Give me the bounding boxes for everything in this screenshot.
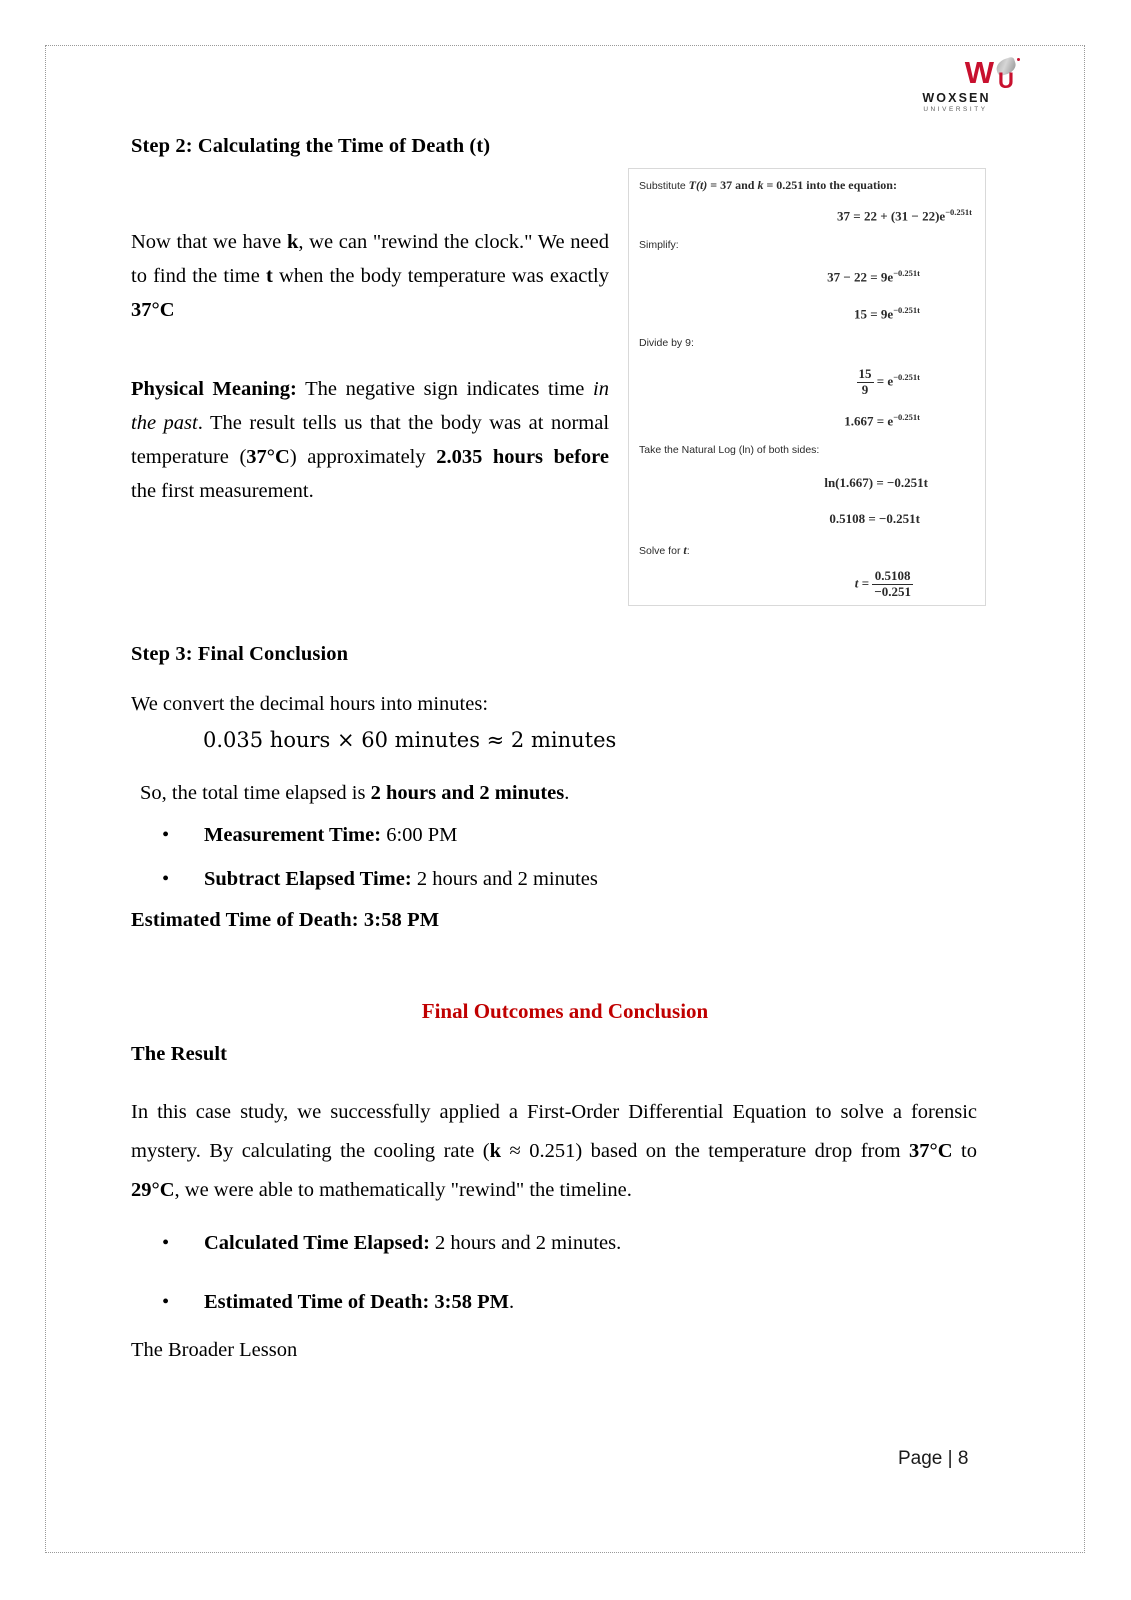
equation-4-rhs: = e — [876, 373, 894, 389]
equation-8-lhs: t = — [854, 575, 870, 591]
math-label-divide-by-9: Divide by 9: — [639, 337, 694, 349]
logo-letter-w-icon: W — [964, 55, 993, 90]
math-label-solve-for-t — [639, 543, 690, 558]
list-item-value: 2 hours and 2 minutes — [411, 868, 598, 890]
text-segment: ≈ 0.251) based on the temperature drop from — [501, 1140, 910, 1162]
woxsen-university-logo — [913, 55, 1018, 113]
heading-step-3: Step 3: Final Conclusion — [131, 643, 349, 665]
list-item-text — [204, 1228, 621, 1258]
text-segment: Solve for — [639, 545, 684, 557]
equation-5-exponent: −0.251t — [893, 412, 920, 422]
list-item — [162, 1228, 621, 1258]
equation-1-exponent: −0.251t — [945, 207, 972, 217]
paragraph-total-time-elapsed — [140, 776, 920, 810]
list-item-text — [204, 1287, 514, 1317]
logo-mark — [913, 55, 1018, 93]
subheading-the-result: The Result — [131, 1043, 228, 1065]
equation-5-body: 1.667 = e — [844, 413, 894, 429]
heading-step-2: Step 2: Calculating the Time of Death (t) — [131, 135, 491, 157]
paragraph-rewind-the-clock — [131, 225, 609, 327]
math-label-simplify: Simplify: — [639, 239, 679, 251]
bold-k: k — [286, 231, 299, 253]
paragraph-physical-meaning — [131, 372, 609, 508]
text-segment: . — [564, 782, 570, 804]
math-var-k: k — [757, 178, 764, 192]
math-label-natural-log: Take the Natural Log (ln) of both sides: — [639, 444, 820, 456]
text-segment: = 37 and — [707, 178, 758, 192]
bullet-dot-icon: • — [162, 1232, 170, 1254]
list-item — [162, 1287, 514, 1317]
bold-k: k — [489, 1140, 502, 1162]
text-segment: to — [952, 1140, 977, 1162]
bold-temp-37c: 37°C — [909, 1140, 953, 1162]
registered-dot-icon — [1017, 58, 1020, 61]
fraction-t-result — [872, 569, 913, 600]
estimated-time-of-death-line: Estimated Time of Death: 3:58 PM — [131, 909, 440, 931]
equation-4 — [857, 367, 921, 398]
list-item-label: Measurement Time: — [204, 824, 382, 846]
bold-2-hours-2-minutes: 2 hours and 2 minutes — [370, 782, 565, 804]
fraction-15-over-9 — [857, 367, 874, 398]
bold-temp-29c: 29°C — [131, 1179, 175, 1201]
equation-1-body: 37 = 22 + (31 − 22)e — [837, 208, 946, 224]
text-segment: : — [686, 545, 690, 557]
italic-in-the-past: in the past — [131, 378, 609, 434]
bold-physical-meaning-label: Physical Meaning: — [131, 378, 297, 400]
bullet-dot-icon: • — [162, 824, 170, 846]
fraction-denominator: 9 — [857, 382, 874, 398]
fraction-denominator: −0.251 — [874, 583, 911, 599]
equation-3 — [854, 305, 920, 322]
logo-letter-u-icon: U — [998, 68, 1014, 93]
equation-3-exponent: −0.251t — [893, 305, 920, 315]
equation-7: 0.5108 = −0.251t — [829, 511, 920, 526]
text-segment: the first measurement. — [131, 480, 314, 502]
bullet-dot-icon: • — [162, 1291, 170, 1313]
text-segment: . The result tells us that the body was at normal temperature ( — [131, 412, 610, 468]
display-equation-minutes: 0.035 hours × 60 minutes ≈ 2 minutes — [203, 728, 617, 752]
math-label-substitute — [639, 178, 897, 193]
bullet-dot-icon: • — [162, 868, 170, 890]
text-segment: Substitute — [639, 180, 689, 192]
logo-subtitle: UNIVERSITY — [923, 106, 988, 113]
list-item — [162, 820, 457, 850]
text-segment: when the body temperature was exactly — [272, 265, 610, 287]
equation-8 — [855, 569, 913, 600]
heading-final-outcomes: Final Outcomes and Conclusion — [421, 999, 709, 1023]
text-segment: Now that we have — [131, 231, 287, 253]
paragraph-case-study-summary — [131, 1093, 977, 1210]
list-item-label: Estimated Time of Death: 3:58 PM — [204, 1291, 509, 1313]
math-derivation-box — [628, 168, 986, 606]
list-item-value: . — [509, 1291, 515, 1313]
text-segment: The negative sign indicates time — [296, 378, 594, 400]
equation-2 — [827, 268, 920, 285]
list-item — [162, 864, 598, 894]
list-item-value: 2 hours and 2 minutes. — [429, 1232, 622, 1254]
equation-1 — [837, 207, 972, 224]
bold-temp-37c: 37°C — [246, 446, 290, 468]
equation-5 — [844, 412, 920, 429]
bold-temp-37c: 37°C — [131, 299, 175, 321]
text-segment: , we can "rewind the clock." We need to find the time — [131, 231, 609, 287]
footer-page-number: Page | 8 — [898, 1448, 969, 1469]
equation-2-exponent: −0.251t — [893, 268, 920, 278]
list-item-text — [204, 864, 598, 894]
paragraph-convert-hours: We convert the decimal hours into minutes: — [131, 693, 489, 715]
equation-4-exponent: −0.251t — [893, 372, 920, 383]
paragraph-broader-lesson: The Broader Lesson — [131, 1339, 298, 1361]
math-var-T-of-t: T(t) — [688, 178, 708, 192]
equation-3-body: 15 = 9e — [854, 306, 894, 322]
logo-wordmark: WOXSEN — [922, 91, 991, 105]
equation-2-body: 37 − 22 = 9e — [827, 269, 894, 285]
text-segment: ) approximately — [289, 446, 437, 468]
list-item-text — [204, 820, 457, 850]
bold-hours-before: 2.035 hours before — [436, 446, 610, 468]
bold-t: t — [265, 265, 273, 287]
list-item-value: 6:00 PM — [381, 824, 458, 846]
math-var-t: t — [683, 543, 687, 557]
text-segment: = 0.251 into the equation: — [763, 178, 897, 192]
fraction-numerator: 0.5108 — [874, 568, 911, 583]
list-item-label: Subtract Elapsed Time: — [204, 868, 412, 890]
list-item-label: Calculated Time Elapsed: — [204, 1232, 430, 1254]
text-segment: So, the total time elapsed is — [140, 782, 371, 804]
text-segment: In this case study, we successfully applied a First-Order Differential Equation to solve a forensic mystery. By calculating the cooling rate ( — [131, 1101, 977, 1162]
equation-6: ln(1.667) = −0.251t — [824, 475, 928, 490]
logo-swoosh-icon — [996, 58, 1018, 93]
fraction-numerator: 15 — [858, 366, 872, 381]
text-segment: , we were able to mathematically "rewind" the timeline. — [174, 1179, 632, 1201]
